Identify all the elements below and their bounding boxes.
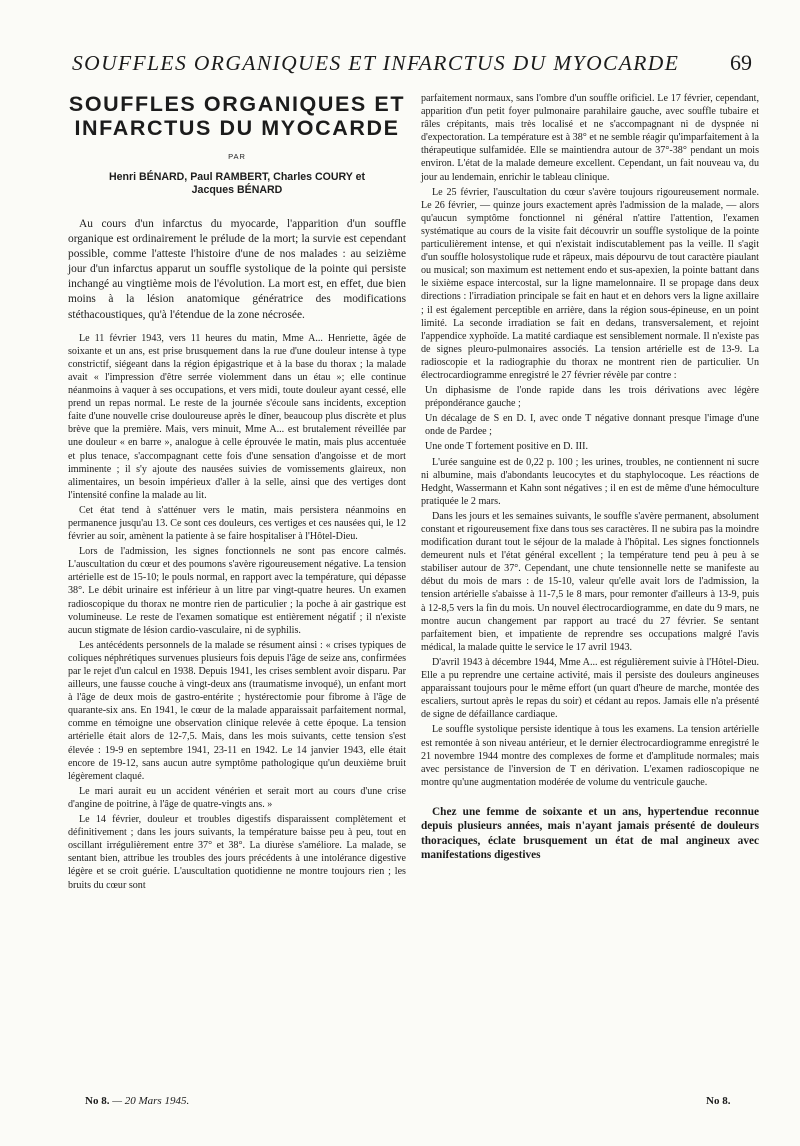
ecg-finding: Une onde T fortement positive en D. III. — [425, 441, 589, 453]
article-title-line1: SOUFFLES ORGANIQUES ET — [68, 92, 406, 116]
abstract — [421, 805, 759, 863]
page-number: 69 — [730, 50, 752, 75]
left-column — [68, 92, 406, 892]
footer-issue — [85, 1095, 189, 1107]
lead-summary — [68, 217, 406, 323]
paragraph: Le 11 février 1943, vers 11 heures du matin, Mme A... Henriette, âgée de soixante et un ans, est prise brusquement dans la rue d'une douleur intense à type constrictif, siégeant dans la région épigastrique et à la base du thorax ; la malade avait « l'impression d'être serrée violemment dans un étau »; elle continue néanmoins à vaquer à ses occupations, et vers midi, toute douleur ayant cessé, elle prend un repas normal. Le reste de la journée s'écoule sans incidents, exception faite d'une nouvelle crise douloureuse après le dîner, beaucoup plus discrète et plus brève que la première. Mais, vers minuit, Mme A... est brutalement réveillée par une douleur « en barre », analogue à celle éprouvée le matin, mais plus accentuée et plus tenace, s'accompagnant cette fois d'une sensation d'angoisse et de mort imminente ; il s'y ajoute des nausées suivies de vomissements glaireux, non alimentaires, un besoin impérieux d'aller à la selle, ainsi que des vertiges dont l'intensité confine la malade au lit. — [68, 332, 406, 501]
abstract-paragraph: Chez une femme de soixante et un ans, hypertendue reconnue depuis plusieurs années, mais n'ayant jamais présenté de douleurs thoraciques, éclate brusquement un état de mal angineux avec manifestations digestives — [421, 805, 759, 862]
lead-paragraph: Au cours d'un infarctus du myocarde, l'apparition d'un souffle organique est ordinairement le prélude de la mort; la survie est cependant possible, comme l'atteste l'histoire d'une de nos malades : au seizième jour d'un infarctus apparut un souffle systolique de la pointe qui persiste inchangé au vingtième mois de l'évolution. La mort est, en effet, due bien moins à la lésion anatomique génératrice des modifications stéthacoustiques, qu'à l'étendue de la zone nécrosée. — [68, 218, 406, 321]
paragraph: Cet état tend à s'atténuer vers le matin, mais persistera néanmoins en permanence jusqu'au 13. Ce sont ces douleurs, ces vertiges et ces nausées qui, le 12 février au soir, amènent la patiente à se faire hospitaliser à l'Hôtel-Dieu. — [68, 504, 406, 543]
paragraph: Les antécédents personnels de la malade se résument ainsi : « crises typiques de coliques néphrétiques survenues plusieurs fois depuis l'âge de seize ans, confirmées par le rejet d'un calcul en 1938. Depuis 1941, les crises semblent avoir disparu. Par ailleurs, une fausse couche à vingt-deux ans (traumatisme invoqué), un enfant mort à l'âge de deux mois de gastro-entérite ; hystérectomie pour fibrome à l'âge de quarante-six ans. En 1941, le cœur de la malade apparaissait parfaitement normal, comme en témoigne une observation clinique relevée à cette époque. La tension artérielle était alors de 12-7,5. Mais, dans les mois suivants, cette tension s'est élevée : 19-9 en septembre 1941, 23-11 en 1942. Le 14 janvier 1943, elle était encore de 19-12, sans aucun autre symptôme pathologique qu'un deuxième bruit légèrement claqué. — [68, 639, 406, 782]
ecg-finding: Un diphasisme de l'onde rapide dans les trois dérivations avec légère prépondérance gauche ; — [425, 385, 759, 410]
running-header — [72, 50, 752, 80]
byline-par: PAR — [228, 152, 246, 161]
footer-issue-number-right: No 8. — [706, 1095, 731, 1107]
right-column — [421, 92, 759, 863]
authors-line1: Henri BÉNARD, Paul RAMBERT, Charles COURY et — [108, 171, 366, 183]
article-title-line2: INFARCTUS DU MYOCARDE — [74, 116, 400, 140]
authors — [68, 171, 406, 197]
paragraph: Lors de l'admission, les signes fonctionnels ne sont pas encore calmés. L'auscultation du cœur et des poumons s'avère rigoureusement négative. La tension artérielle est de 15-10; le pouls normal, en rapport avec la température, qui dépasse 38°. Le débit urinaire est inférieur à un litre par vingt-quatre heures. Un examen radioscopique du thorax ne montre rien de particulier ; la poche à air gastrique est volumineuse. Le reste de l'examen somatique est entièrement négatif ; il n'existe aucun stigmate de lésion cardio-vasculaire, ni de syphilis. — [68, 546, 406, 636]
paragraph: parfaitement normaux, sans l'ombre d'un souffle orificiel. Le 17 février, cependant, apparition d'un petit foyer pulmonaire parahilaire gauche, avec souffle tubaire et râles crépitants, mais très localisé et ne s'accompagnant ni de dyspnée ni d'expectoration. La température est à 38° et ne semble réagir qu'imparfaitement à la thérapeutique sulfamidée. Elle se maintiendra autour de 37°-38° pendant un mois environ. L'état de la malade demeure excellent. Cependant, un fait nouveau va, du jour au lendemain, enrichir le tableau clinique. — [421, 93, 759, 183]
ecg-finding: Un décalage de S en D. I, avec onde T négative donnant presque l'image d'une onde de Pardee ; — [425, 413, 759, 438]
paragraph: Le souffle systolique persiste identique à tous les examens. La tension artérielle est remontée à son niveau antérieur, et le dernier électrocardiogramme enregistré le 21 novembre 1944 montre des complexes de forme et d'amplitude normales; mais avec persistance de l'inversion de T en dérivation. L'examen radioscopique ne montre qu'une augmentation modérée de volume du ventricule gauche. — [421, 724, 759, 788]
authors-line2: Jacques BÉNARD — [191, 184, 283, 196]
footer-issue-number: No 8. — [85, 1095, 110, 1107]
paragraph: Le mari aurait eu un accident vénérien et serait mort au cours d'une crise d'angine de poitrine, à l'âge de quatre-vingts ans. » — [68, 785, 406, 810]
paragraph: Le 25 février, l'auscultation du cœur s'avère toujours rigoureusement normale. Le 26 février, — quinze jours exactement après l'admission de la malade, — alors qu'aucun symptôme fonctionnel ni général n'attire l'attention, l'examen systématique au cours de la visite fait découvrir un souffle systolique de la pointe particulièrement intense, et qui n'existait indiscutablement pas la veille. Il s'agit d'un souffle holosystolique rude et râpeux, mais dépourvu de tout caractère piaulant ou musical; son maximum est nettement endo et sus-apexien, la pointe battant dans le sixième espace intercostal, sur la ligne mamelonnaire. Il se propage dans deux directions : l'irradiation principale se fait en haut et en dehors vers la ligne axillaire ; il est également perceptible en arrière, dans la région sous-épineuse, en un point limité. La seconde irradiation se fait en dedans, transversalement, et rejoint l'appendice xyphoïde. La matité cardiaque est sensiblement normale. Il n'existe pas de signes pleuro-pulmonaires associés. La tension artérielle est de 13-9. La radioscopie et la radiographie du thorax ne montrent rien de particulier. Un électrocardiogramme enregistré le 27 février révèle par contre : — [421, 186, 759, 381]
paragraph: L'urée sanguine est de 0,22 p. 100 ; les urines, troubles, ne contiennent ni sucre ni albumine, mais d'abondants leucocytes et du staphylocoque. Les réactions de Hedght, Wassermann et Kahn sont négatives ; il en est de même d'une hémoculture pratiquée le 2 mars. — [421, 456, 759, 507]
running-title: SOUFFLES ORGANIQUES ET INFARCTUS DU MYOCARDE — [72, 51, 680, 75]
paragraph: D'avril 1943 à décembre 1944, Mme A... est régulièrement suivie à l'Hôtel-Dieu. Elle a pu reprendre une certaine activité, mais il persiste des douleurs angineuses apparaissant toujours pour le même effort (un quart d'heure de marche, montée des escaliers, surtout après le repas du soir) et cédant au repos. Jamais elle n'a présenté de signe de défaillance cardiaque. — [421, 656, 759, 721]
article-title — [68, 92, 406, 140]
paragraph: Le 14 février, douleur et troubles digestifs disparaissent complètement et définitivement ; dans les jours suivants, la température baisse peu à peu, tout en oscillant irrégulièrement entre 37° et 38°. La diurèse s'améliore. La malade, se sentant bien, attribue les troubles des jours précédents à une intolérance digestive légère et se croit guérie. L'auscultation quotidienne ne montre toujours rien ; les bruits du cœur sont — [68, 814, 406, 891]
paragraph: Dans les jours et les semaines suivants, le souffle s'avère permanent, absolument constant et rigoureusement fixe dans tous ses caractères. Il ne subira pas la moindre modification durant tout le séjour de la malade à l'hôpital. Les signes fonctionnels demeurent nuls et l'état général excellent ; la température tend peu à peu à se stabiliser autour de 37°. Cependant, une chute tensionnelle nette se manifeste au début du mois de mars : de 15-10, valeur qu'elle avait lors de l'admission, la tension artérielle s'abaisse à 11-7,5 le 8 mars, pour remonter d'ailleurs à 13-9, puis à 12-8,5 vers la fin du mois. Un nouvel électrocardiogramme, en date du 9 mars, ne montre aucun changement par rapport au tracé du 27 février. Se sentant parfaitement bien, et impatiente de reprendre ses occupations malgré l'avis médical, la malade quitte le service le 17 avril 1943. — [421, 510, 759, 653]
footer-date: — 20 Mars 1945. — [112, 1095, 190, 1107]
